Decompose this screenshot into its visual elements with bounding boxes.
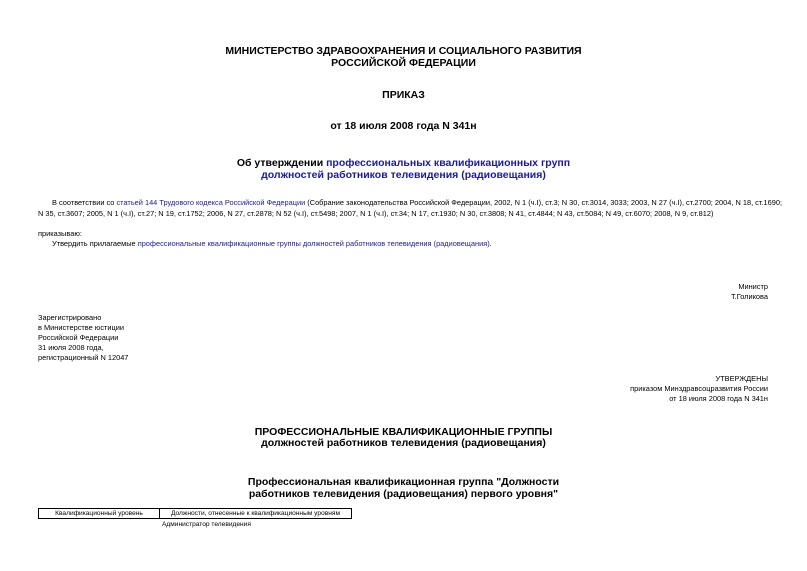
approved-line1: УТВЕРЖДЕНЫ <box>715 374 768 383</box>
registration-line5: регистрационный N 12047 <box>38 353 129 362</box>
approve-lead: Утвердить прилагаемые <box>52 239 138 248</box>
preamble-lead: В соответствии со <box>52 198 117 207</box>
approve-end: . <box>489 239 492 248</box>
first-group-title-line1: Профессиональная квалификационная группа "Должности <box>247 476 560 488</box>
approved-line3: от 18 июля 2008 года N 341н <box>669 394 768 403</box>
registration-line1: Зарегистрировано <box>38 313 102 322</box>
table-row-position: Администратор телевидения <box>162 521 251 528</box>
labor-code-link[interactable]: статьей 144 Трудового кодекса Российской Федерации <box>116 198 306 207</box>
registration-line2: в Министерстве юстиции <box>38 323 125 332</box>
approve-link[interactable]: профессиональные квалификационные группы должностей работников телевидения (радиовещания) <box>137 239 490 248</box>
groups-title-line1: ПРОФЕССИОНАЛЬНЫЕ КВАЛИФИКАЦИОННЫЕ ГРУППЫ <box>254 426 553 438</box>
qualification-table <box>38 508 352 519</box>
signature-name: Т.Голикова <box>730 292 768 301</box>
ministry-name-line2: РОССИЙСКОЙ ФЕДЕРАЦИИ <box>331 57 476 69</box>
first-group-title-line2: работников телевидения (радиовещания) первого уровня" <box>248 488 559 500</box>
registration-line3: Российской Федерации <box>38 333 119 342</box>
subject-prefix: Об утверждении <box>236 157 327 169</box>
approve-sentence <box>52 239 492 249</box>
subject-link-part1[interactable]: профессиональных квалификационных групп <box>326 157 571 169</box>
table-header-positions: Должности, отнесенные к квалификационным уровням <box>160 509 352 519</box>
signature-title: Министр <box>738 282 768 291</box>
table-header-level: Квалификационный уровень <box>39 509 160 519</box>
ministry-name-line1: МИНИСТЕРСТВО ЗДРАВООХРАНЕНИЯ И СОЦИАЛЬНОГО РАЗВИТИЯ <box>225 45 582 57</box>
groups-title-line2: должностей работников телевидения (радиовещания) <box>261 437 546 449</box>
orders-word: приказываю: <box>38 229 82 238</box>
preamble-line2: N 35, ст.3607; 2005, N 1 (ч.I), ст.27; N 19, ст.1752; 2006, N 27, ст.2878; N 52 (ч.I), ст.5498; 2007, N 1 (ч.I), ст.34; N 17, ст.1930; N 30, ст.3808; N 41, ст.4844; N 43, ст.5084; N 49, ст.6070; 2008, N 9, ст.812) <box>38 209 714 218</box>
subject-link-part2[interactable]: должностей работников телевидения (радиовещания) <box>261 169 546 181</box>
table-header-row <box>39 509 352 519</box>
order-subject-line2 <box>0 169 807 181</box>
approved-line2: приказом Минздравсоцразвития России <box>630 384 768 393</box>
order-date: от 18 июля 2008 года N 341н <box>330 120 477 132</box>
registration-line4: 31 июля 2008 года, <box>38 343 104 352</box>
order-heading: ПРИКАЗ <box>382 89 425 101</box>
order-subject-line1 <box>0 157 807 169</box>
preamble-line1 <box>52 198 782 208</box>
preamble-rest1: (Собрание законодательства Российской Федерации, 2002, N 1 (ч.I), ст.3; N 30, ст.3014, 3033; 2003, N 27 (ч.I), ст.2700; 2004, N 18, ст.1690; <box>305 198 782 207</box>
